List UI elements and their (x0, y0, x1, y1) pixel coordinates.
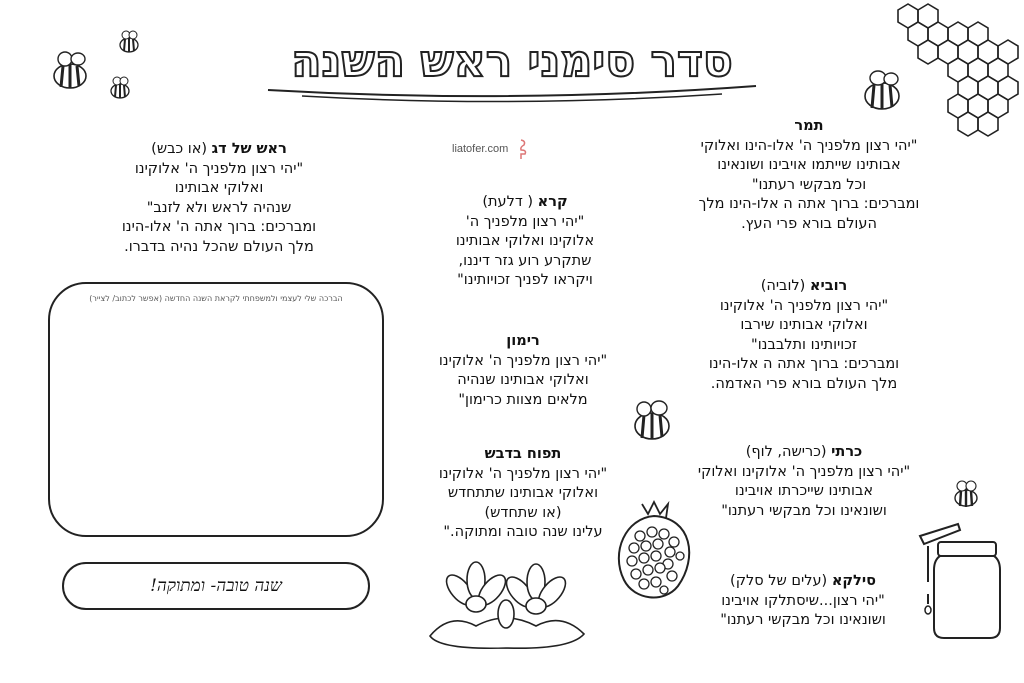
block-line: מלך העולם בורא פרי האדמה. (710, 375, 898, 392)
bee-icon (950, 480, 982, 510)
block-line: ויקראו לפניך זכויותינו" (457, 272, 593, 288)
bee-icon (107, 76, 133, 100)
block-line: זכויותינו ותלבבנו" (751, 336, 857, 353)
block-line: ושונאינו וכל מבקשי רעתנו" (720, 612, 886, 628)
block-silka (688, 572, 918, 631)
block-line: (או שתחדש) (484, 504, 562, 521)
block-title: תפוח בדבש (484, 446, 562, 462)
block-kra (412, 193, 638, 291)
block-line: "יהי רצון מלפניך ה' אלוקינו (438, 352, 608, 369)
block-line: מלאים מצוות כרימון" (458, 391, 588, 408)
block-line: "יהי רצון מלפניך ה' אלוקינו (134, 160, 304, 177)
block-title: תמר (794, 118, 824, 134)
block-line: "יהי רצון מלפניך ה' אלוקינו (438, 465, 608, 482)
block-line: "יהי רצון...שיסתלקו אויבינו (721, 592, 885, 609)
block-line: עלינו שנה טובה ומתוקה." (443, 524, 603, 540)
bee-icon (858, 68, 908, 114)
wish-banner (62, 562, 370, 610)
block-line: וכל מבקשי רעתנו" (751, 176, 867, 193)
block-line: "יהי רצון מלפניך ה' (465, 213, 585, 230)
bee-icon (48, 48, 94, 94)
block-line: ואלוקי אבותינו שירבו (740, 317, 868, 333)
block-rosh (88, 140, 350, 257)
block-line: ומברכים: ברוך אתה ה אלו-הינו מלך (698, 196, 920, 212)
site-credit (452, 138, 529, 160)
block-title-note: (עלים של סלק) (730, 573, 828, 589)
block-rubia (674, 277, 934, 394)
block-line: שתקרע רוע גזר דיננו, (458, 252, 592, 269)
honey-jar-icon (918, 520, 1004, 644)
pomegranate-icon (612, 496, 696, 602)
block-line: אבותינו שייתמו אויבינו ושונאינו (717, 157, 901, 173)
block-title: סילקא (831, 573, 876, 589)
block-karti (668, 443, 940, 521)
honeycomb-icon (888, 2, 1024, 142)
block-line: ואלוקי אבותינו (174, 180, 264, 196)
blessing-box-label: הברכה שלי לעצמי ולמשפחתי לקראת השנה החדשה (אפשר לכתוב/ לצייר) (89, 294, 343, 303)
bee-icon (116, 30, 142, 54)
block-line: ומברכים: ברוך אתה ה' אלו-הינו (121, 219, 317, 235)
block-line: ואלוקי אבותינו שנהיה (457, 372, 589, 388)
block-line: מלך העולם שהכל נהיה בדברו. (124, 238, 314, 255)
block-line: "יהי רצון מלפניך ה' אלו-הינו ואלוקי (700, 137, 918, 154)
flamingo-icon (511, 138, 529, 160)
block-line: ואלוקי אבותינו שתתחדש (447, 485, 599, 501)
block-line: אלוקינו ואלוקי אבותינו (455, 233, 595, 249)
block-title: ראש של דג (211, 141, 287, 157)
block-title: רוביא (809, 278, 848, 294)
block-line: ושונאינו וכל מבקשי רעתנו" (721, 502, 887, 519)
site-url: liatofer.com (452, 142, 509, 155)
block-line: "יהי רצון מלפניך ה' אלוקינו (719, 297, 889, 314)
block-line: שנהיה לראש ולא לזנב" (146, 199, 292, 216)
wish-text: שנה טובה- ומתוקה! (150, 576, 282, 596)
block-line: אבותינו שייכרתו אויבינו (734, 483, 874, 499)
block-line: ומברכים: ברוך אתה ה אלו-הינו (708, 356, 900, 372)
block-title-note: (לוביה) (760, 278, 806, 294)
block-line: "יהי רצון מלפניך ה' אלוקינו ואלוקי (697, 463, 911, 480)
block-title-note: ( דלעת) (482, 194, 534, 210)
title-text: סדר סימני ראש השנה (291, 36, 733, 87)
block-line: העולם בורא פרי העץ. (741, 215, 877, 232)
block-title-note: (או כבש) (151, 141, 208, 157)
flowers-icon (420, 556, 592, 652)
blessing-box[interactable] (48, 282, 384, 537)
block-rimon (395, 332, 651, 410)
block-title: קרא (537, 194, 568, 210)
bee-icon (628, 398, 676, 444)
title-art (262, 28, 762, 100)
block-title-note: (כרישה, לוף) (745, 444, 827, 460)
block-title: רימון (506, 333, 540, 349)
block-title: כרתי (831, 444, 863, 460)
page-title (262, 28, 762, 100)
